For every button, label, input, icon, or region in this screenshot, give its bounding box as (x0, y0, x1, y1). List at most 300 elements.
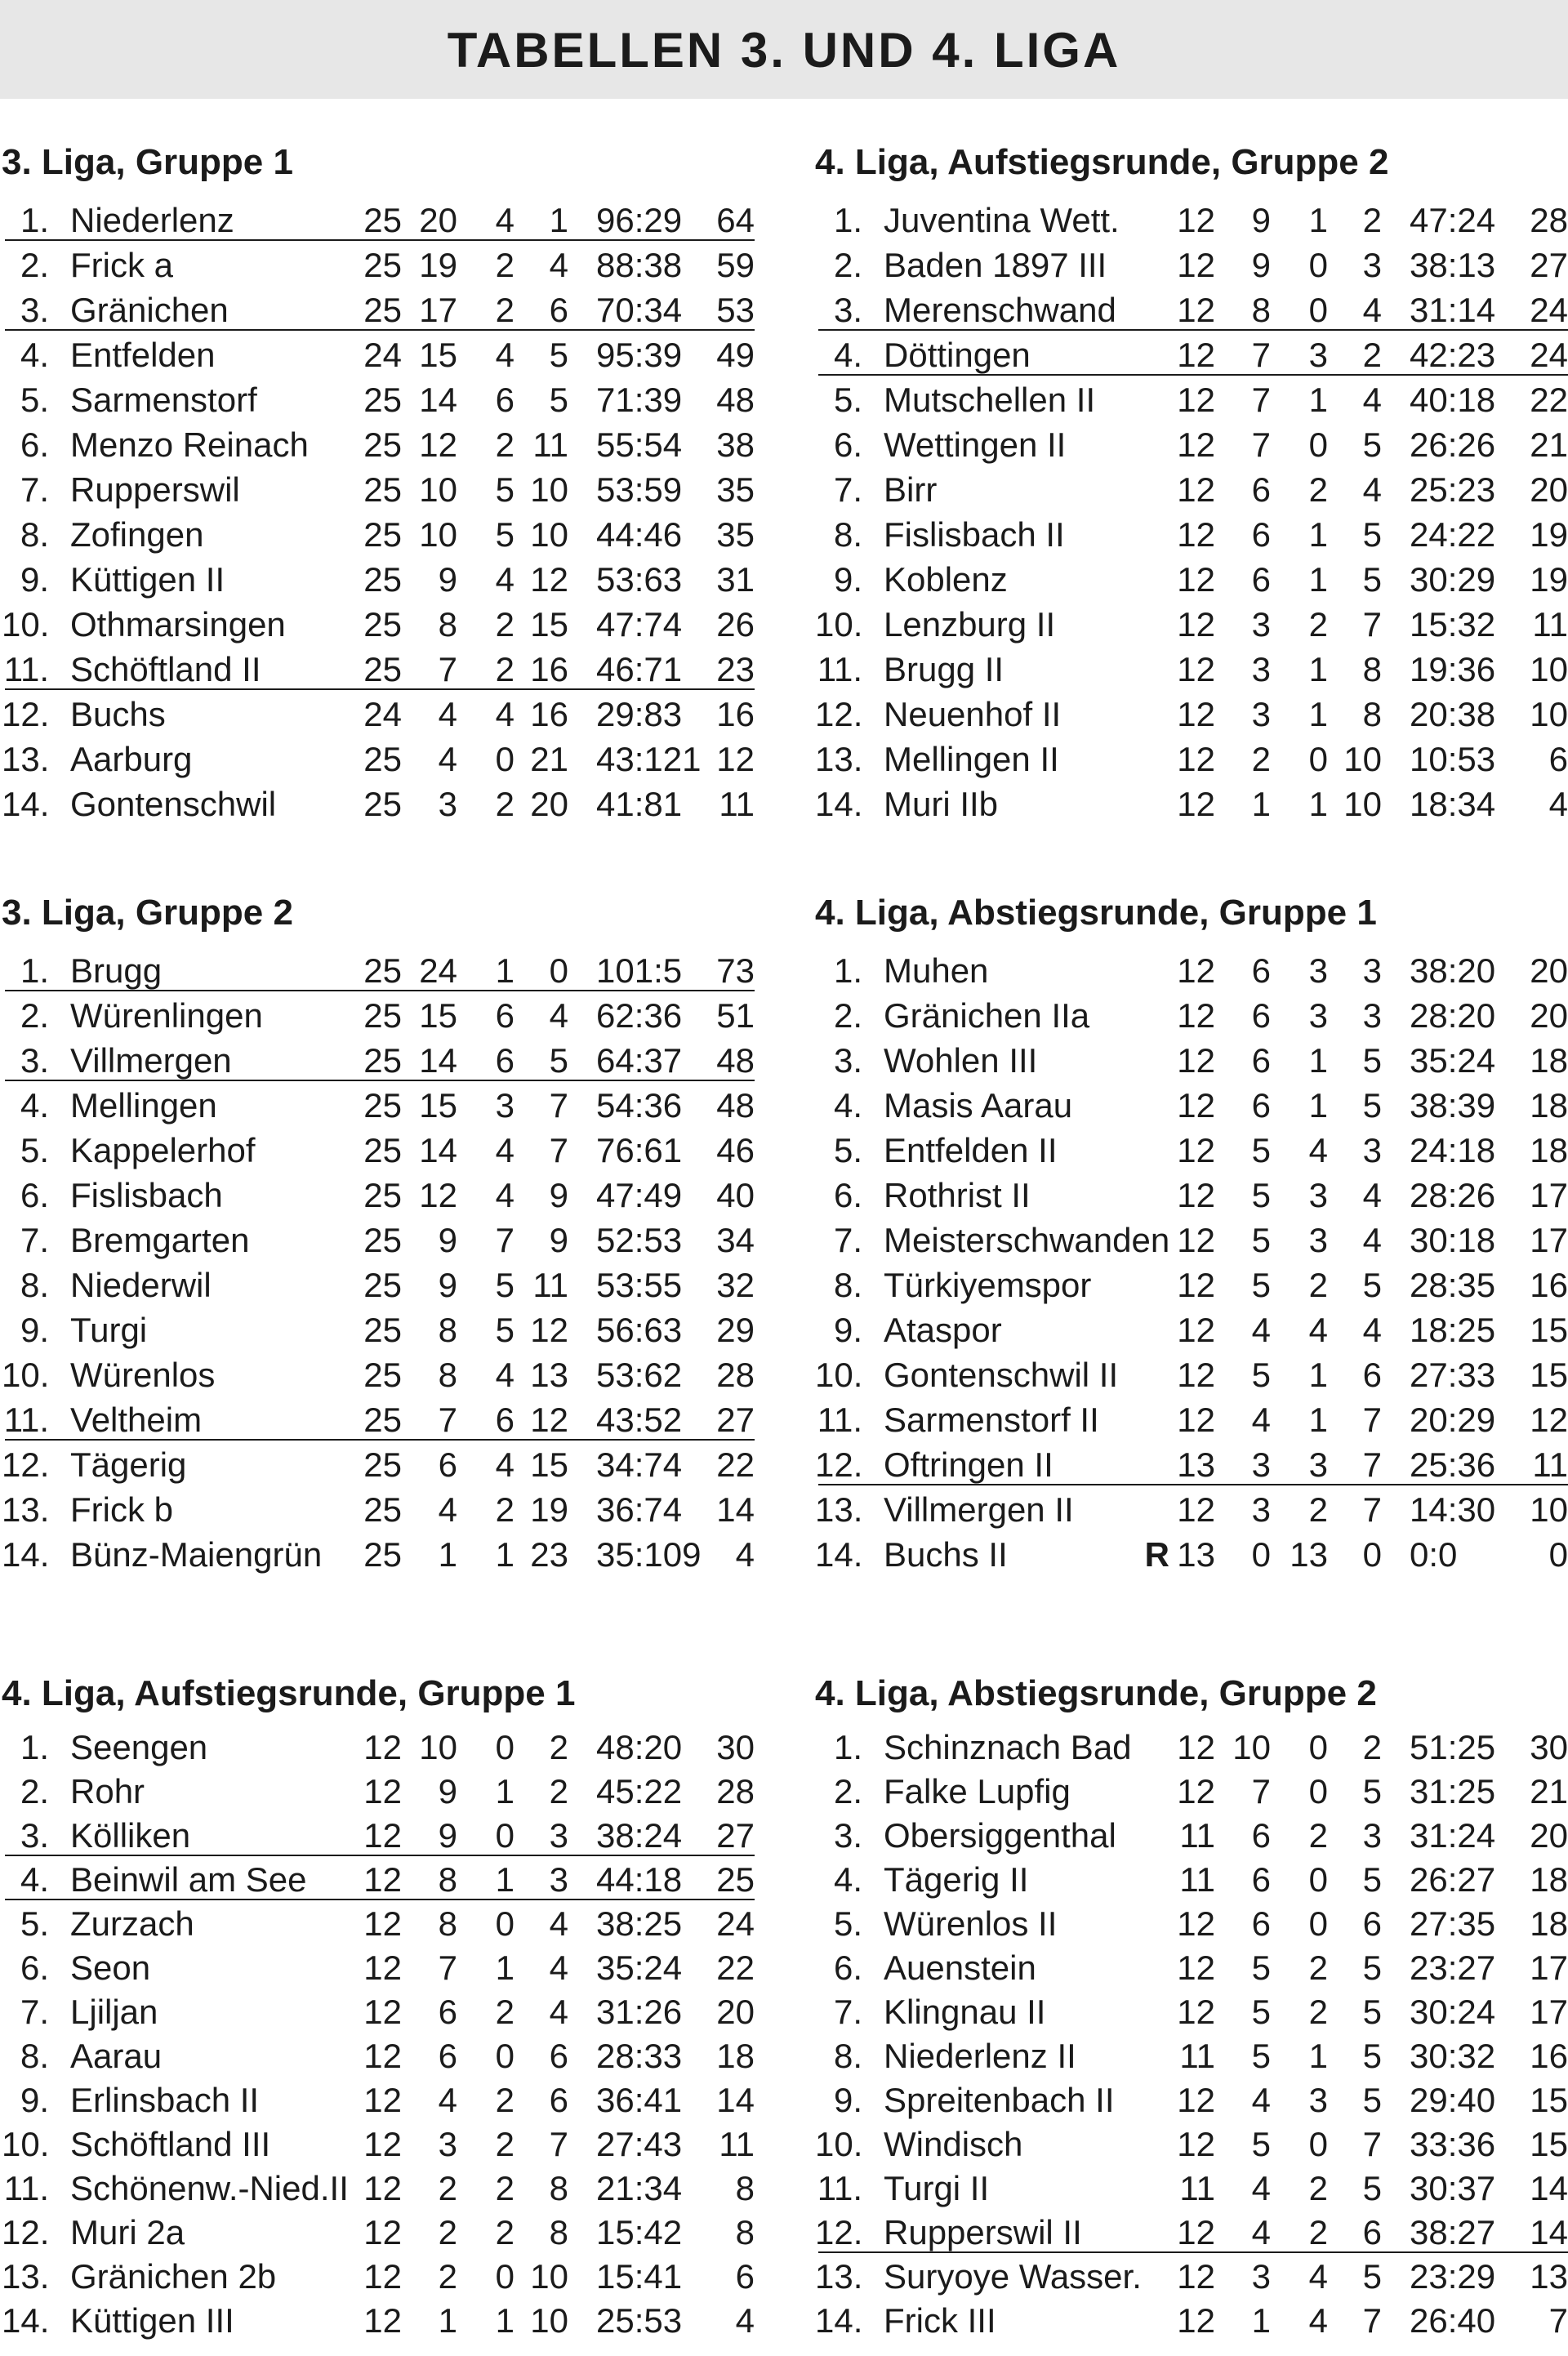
table-row (2, 377, 755, 422)
table-row (2, 557, 755, 602)
losses: 23 (530, 1535, 568, 1574)
table-row (815, 1902, 1568, 1946)
wins: 6 (1251, 470, 1271, 509)
losses: 7 (549, 1131, 568, 1169)
wins: 2 (438, 2257, 457, 2296)
points: 30 (1530, 1728, 1568, 1766)
draws: 0 (1308, 2125, 1328, 2163)
goals: 30:37 (1410, 2169, 1496, 2207)
points: 4 (735, 1535, 755, 1574)
team-name: Niederwil (70, 1266, 212, 1304)
table-row (815, 692, 1568, 737)
wins: 2 (438, 2169, 457, 2207)
table-row (2, 1083, 755, 1128)
table-row (815, 782, 1568, 826)
goals: 33:36 (1410, 2125, 1496, 2163)
draws: 0 (1308, 291, 1328, 329)
draws: 0 (1308, 1904, 1328, 1943)
draws: 4 (1308, 2257, 1328, 2296)
goals: 36:74 (596, 1490, 683, 1529)
games-played: 25 (363, 951, 402, 990)
draws: 2 (495, 650, 514, 688)
team-name: Mellingen II (884, 740, 1059, 778)
table-row (2, 1946, 755, 1990)
games-played: 12 (1177, 1086, 1215, 1125)
losses: 8 (549, 2169, 568, 2207)
rank: 7. (833, 1221, 862, 1259)
losses: 10 (1343, 785, 1382, 823)
wins: 20 (419, 201, 457, 239)
team-name: Fislisbach (70, 1176, 223, 1214)
wins: 2 (1251, 740, 1271, 778)
wins: 9 (438, 1221, 457, 1259)
goals: 31:14 (1410, 291, 1496, 329)
draws: 2 (495, 2081, 514, 2119)
games-played: 25 (363, 740, 402, 778)
losses: 0 (1362, 1535, 1382, 1574)
goals: 20:38 (1410, 695, 1496, 733)
draws: 1 (1308, 650, 1328, 688)
losses: 5 (549, 336, 568, 374)
table-row (2, 287, 755, 332)
losses: 5 (1362, 1086, 1382, 1125)
losses: 2 (549, 1728, 568, 1766)
points: 18 (1530, 1904, 1568, 1943)
losses: 12 (530, 1401, 568, 1439)
losses: 2 (1362, 201, 1382, 239)
wins: 15 (419, 336, 457, 374)
goals: 26:40 (1410, 2301, 1496, 2340)
rank: 4. (833, 1086, 862, 1125)
games-played: 24 (363, 336, 402, 374)
draws: 3 (1308, 2081, 1328, 2119)
games-played: 12 (1177, 996, 1215, 1035)
rank: 2. (833, 246, 862, 284)
table-row (2, 1726, 755, 1770)
losses: 7 (1362, 1490, 1382, 1529)
rank: 11. (817, 1401, 862, 1439)
team-name: Turgi II (884, 2169, 990, 2207)
games-played: 12 (363, 2081, 402, 2119)
table-row (815, 993, 1568, 1038)
games-played: 12 (1177, 1401, 1215, 1439)
team-name: Schönenw.-Nied.II (70, 2169, 349, 2207)
table-row (2, 2211, 755, 2255)
draws: 0 (495, 2257, 514, 2296)
points: 10 (1530, 650, 1568, 688)
goals: 23:29 (1410, 2257, 1496, 2296)
table-row (815, 1990, 1568, 2034)
draws: 1 (1308, 1401, 1328, 1439)
rank: 2. (833, 1772, 862, 1810)
rank: 9. (833, 1311, 862, 1349)
goals: 38:39 (1410, 1086, 1496, 1125)
points: 23 (716, 650, 755, 688)
draws: 6 (495, 1401, 514, 1439)
losses: 11 (532, 425, 568, 464)
wins: 7 (438, 1948, 457, 1987)
games-played: 13 (1177, 1445, 1215, 1484)
goals: 30:32 (1410, 2037, 1496, 2075)
rank: 13. (2, 2257, 50, 2296)
games-played: 25 (363, 785, 402, 823)
points: 21 (1530, 1772, 1568, 1810)
team-name: Frick b (70, 1490, 173, 1529)
games-played: 12 (1177, 951, 1215, 990)
losses: 6 (549, 2037, 568, 2075)
wins: 4 (1251, 2169, 1271, 2207)
team-name: Juventina Wett. (884, 201, 1120, 239)
table-row (815, 2299, 1568, 2343)
standings-rows (2, 1726, 755, 2343)
points: 15 (1530, 1311, 1568, 1349)
wins: 10 (1232, 1728, 1271, 1766)
games-played: 12 (363, 1728, 402, 1766)
team-name: Lenzburg II (884, 605, 1056, 644)
goals: 31:24 (1410, 1816, 1496, 1855)
points: 35 (716, 515, 755, 554)
rank: 1. (20, 951, 49, 990)
team-name: Seon (70, 1948, 151, 1987)
section-title: 4. Liga, Abstiegsrunde, Gruppe 2 (815, 1673, 1377, 1713)
wins: 8 (438, 1356, 457, 1394)
goals: 101:5 (596, 951, 683, 990)
rank: 6. (20, 1176, 49, 1214)
team-name: Zurzach (70, 1904, 194, 1943)
draws: 5 (495, 470, 514, 509)
points: 11 (719, 785, 755, 823)
rank: 8. (833, 2037, 862, 2075)
team-name: Niederlenz II (884, 2037, 1076, 2075)
games-played: 12 (1177, 1041, 1215, 1080)
rank: 10. (2, 2125, 50, 2163)
team-name: Entfelden II (884, 1131, 1058, 1169)
team-name: Fislisbach II (884, 515, 1065, 554)
games-played: 25 (363, 291, 402, 329)
goals: 45:22 (596, 1772, 683, 1810)
team-name: Windisch (884, 2125, 1023, 2163)
rank: 14. (815, 1535, 863, 1574)
games-played: 11 (1179, 2037, 1215, 2075)
losses: 5 (1362, 1266, 1382, 1304)
rank: 12. (2, 2213, 50, 2251)
wins: 5 (1251, 1131, 1271, 1169)
rank: 9. (833, 560, 862, 599)
section-title: 3. Liga, Gruppe 1 (2, 142, 293, 182)
wins: 8 (438, 605, 457, 644)
draws: 0 (1308, 1772, 1328, 1810)
draws: 2 (1308, 1948, 1328, 1987)
team-name: Würenlingen (70, 996, 263, 1035)
table-row (2, 1770, 755, 1814)
wins: 5 (1251, 1948, 1271, 1987)
losses: 3 (1362, 951, 1382, 990)
points: 13 (1530, 2257, 1568, 2296)
wins: 5 (1251, 1993, 1271, 2031)
table-row (815, 1173, 1568, 1218)
draws: 5 (495, 1266, 514, 1304)
team-name: Erlinsbach II (70, 2081, 260, 2119)
draws: 1 (1308, 201, 1328, 239)
rank: 3. (20, 1816, 49, 1855)
table-row (815, 1726, 1568, 1770)
wins: 3 (1251, 2257, 1271, 2296)
wins: 8 (438, 1311, 457, 1349)
rank: 3. (20, 1041, 49, 1080)
goals: 35:109 (596, 1535, 702, 1574)
goals: 36:41 (596, 2081, 683, 2119)
points: 16 (1530, 1266, 1568, 1304)
team-name: Niederlenz (70, 201, 234, 239)
wins: 7 (438, 650, 457, 688)
draws: 1 (1308, 515, 1328, 554)
losses: 5 (1362, 425, 1382, 464)
goals: 24:22 (1410, 515, 1496, 554)
wins: 4 (438, 1490, 457, 1529)
draws: 2 (1308, 1266, 1328, 1304)
points: 4 (735, 2301, 755, 2340)
goals: 25:53 (596, 2301, 683, 2340)
table-row (2, 692, 755, 737)
table-row (815, 2255, 1568, 2299)
goals: 29:83 (596, 695, 683, 733)
losses: 15 (530, 605, 568, 644)
goals: 35:24 (1410, 1041, 1496, 1080)
rank: 5. (20, 1131, 49, 1169)
team-name: Koblenz (884, 560, 1008, 599)
rank: 6. (20, 1948, 49, 1987)
team-name: Frick III (884, 2301, 996, 2340)
games-played: 12 (1177, 381, 1215, 419)
goals: 46:71 (596, 650, 683, 688)
wins: 7 (1251, 381, 1271, 419)
games-played: 12 (363, 2125, 402, 2163)
points: 34 (716, 1221, 755, 1259)
draws: 0 (1308, 1860, 1328, 1899)
table-row (2, 422, 755, 467)
rank: 12. (815, 2213, 863, 2251)
status-note: R (1144, 1535, 1169, 1574)
draws: 2 (1308, 470, 1328, 509)
losses: 20 (530, 785, 568, 823)
draws: 2 (1308, 2169, 1328, 2207)
table-row (2, 1487, 755, 1532)
draws: 4 (495, 1356, 514, 1394)
table-row (2, 512, 755, 557)
rank: 1. (833, 1728, 862, 1766)
points: 49 (716, 336, 755, 374)
table-row (815, 1128, 1568, 1173)
table-row (815, 1770, 1568, 1814)
points: 32 (716, 1266, 755, 1304)
wins: 6 (1251, 1860, 1271, 1899)
rank: 14. (815, 2301, 863, 2340)
wins: 1 (438, 1535, 457, 1574)
rank: 5. (833, 1904, 862, 1943)
rank: 7. (833, 470, 862, 509)
draws: 2 (1308, 1993, 1328, 2031)
table-row (2, 647, 755, 692)
wins: 6 (438, 1993, 457, 2031)
team-name: Gränichen IIa (884, 996, 1090, 1035)
table-row (815, 1946, 1568, 1990)
points: 0 (1548, 1535, 1568, 1574)
points: 8 (735, 2213, 755, 2251)
wins: 5 (1251, 1176, 1271, 1214)
points: 59 (716, 246, 755, 284)
goals: 24:18 (1410, 1131, 1496, 1169)
goals: 27:35 (1410, 1904, 1496, 1943)
team-name: Klingnau II (884, 1993, 1046, 2031)
standings-rows (815, 198, 1568, 826)
draws: 3 (1308, 996, 1328, 1035)
games-played: 12 (363, 1948, 402, 1987)
draws: 1 (1308, 1356, 1328, 1394)
draws: 1 (495, 1772, 514, 1810)
games-played: 12 (1177, 1356, 1215, 1394)
draws: 1 (495, 951, 514, 990)
losses: 11 (532, 1266, 568, 1304)
draws: 2 (495, 2169, 514, 2207)
games-played: 25 (363, 1221, 402, 1259)
section-title: 3. Liga, Gruppe 2 (2, 893, 293, 933)
points: 15 (1530, 2125, 1568, 2163)
goals: 48:20 (596, 1728, 683, 1766)
table-row (815, 1442, 1568, 1487)
games-played: 12 (1177, 515, 1215, 554)
team-name: Kölliken (70, 1816, 191, 1855)
draws: 6 (495, 381, 514, 419)
rank: 9. (20, 1311, 49, 1349)
losses: 4 (549, 1948, 568, 1987)
losses: 6 (1362, 1904, 1382, 1943)
table-row (815, 1218, 1568, 1263)
goals: 38:25 (596, 1904, 683, 1943)
rank: 3. (833, 1041, 862, 1080)
losses: 0 (549, 951, 568, 990)
wins: 4 (1251, 1311, 1271, 1349)
draws: 0 (495, 740, 514, 778)
points: 12 (716, 740, 755, 778)
games-played: 12 (1177, 246, 1215, 284)
games-played: 25 (363, 381, 402, 419)
losses: 4 (1362, 1176, 1382, 1214)
points: 19 (1530, 560, 1568, 599)
losses: 5 (1362, 1860, 1382, 1899)
table-row (815, 1307, 1568, 1352)
points: 11 (1532, 605, 1568, 644)
points: 19 (1530, 515, 1568, 554)
team-name: Turgi (70, 1311, 148, 1349)
rank: 11. (817, 650, 862, 688)
team-name: Othmarsingen (70, 605, 286, 644)
goals: 0:0 (1410, 1535, 1458, 1574)
team-name: Baden 1897 III (884, 246, 1107, 284)
draws: 0 (495, 1904, 514, 1943)
table-row (815, 1814, 1568, 1858)
goals: 34:74 (596, 1445, 683, 1484)
table-row (2, 1902, 755, 1946)
points: 16 (1530, 2037, 1568, 2075)
goals: 53:63 (596, 560, 683, 599)
points: 10 (1530, 1490, 1568, 1529)
games-played: 25 (363, 1176, 402, 1214)
points: 18 (716, 2037, 755, 2075)
table-row (815, 602, 1568, 647)
wins: 9 (438, 560, 457, 599)
team-name: Bremgarten (70, 1221, 250, 1259)
rank: 1. (20, 1728, 49, 1766)
games-played: 25 (363, 1356, 402, 1394)
games-played: 12 (1177, 1993, 1215, 2031)
table-row (815, 2078, 1568, 2122)
table-row (815, 1532, 1568, 1577)
points: 14 (716, 1490, 755, 1529)
rank: 13. (815, 2257, 863, 2296)
wins: 1 (1251, 2301, 1271, 2340)
goals: 35:24 (596, 1948, 683, 1987)
rank: 13. (815, 740, 863, 778)
wins: 7 (1251, 336, 1271, 374)
losses: 4 (549, 1904, 568, 1943)
games-played: 25 (363, 1311, 402, 1349)
table-row (2, 1814, 755, 1858)
games-played: 13 (1177, 1535, 1215, 1574)
losses: 12 (530, 1311, 568, 1349)
goals: 52:53 (596, 1221, 683, 1259)
table-row (815, 948, 1568, 993)
draws: 3 (1308, 1445, 1328, 1484)
goals: 25:36 (1410, 1445, 1496, 1484)
team-name: Muhen (884, 951, 989, 990)
team-name: Wettingen II (884, 425, 1067, 464)
points: 48 (716, 1086, 755, 1125)
losses: 21 (530, 740, 568, 778)
wins: 3 (438, 2125, 457, 2163)
losses: 10 (530, 2301, 568, 2340)
draws: 4 (1308, 2301, 1328, 2340)
losses: 5 (1362, 2169, 1382, 2207)
goals: 42:23 (1410, 336, 1496, 374)
team-name: Birr (884, 470, 938, 509)
points: 48 (716, 1041, 755, 1080)
table-row (2, 2078, 755, 2122)
goals: 88:38 (596, 246, 683, 284)
draws: 1 (495, 2301, 514, 2340)
rank: 5. (20, 1904, 49, 1943)
goals: 47:74 (596, 605, 683, 644)
losses: 4 (1362, 470, 1382, 509)
rank: 8. (20, 1266, 49, 1304)
goals: 53:59 (596, 470, 683, 509)
wins: 5 (1251, 1221, 1271, 1259)
team-name: Ljiljan (70, 1993, 158, 2031)
games-played: 25 (363, 201, 402, 239)
rank: 7. (20, 1993, 49, 2031)
table-row (2, 1218, 755, 1263)
draws: 4 (495, 695, 514, 733)
standings-rows (2, 198, 755, 826)
losses: 3 (1362, 1131, 1382, 1169)
draws: 0 (1308, 425, 1328, 464)
losses: 10 (530, 470, 568, 509)
table-row (2, 1038, 755, 1083)
losses: 7 (1362, 2301, 1382, 2340)
losses: 3 (1362, 246, 1382, 284)
games-played: 25 (363, 1490, 402, 1529)
draws: 1 (1308, 1086, 1328, 1125)
points: 17 (1530, 1176, 1568, 1214)
